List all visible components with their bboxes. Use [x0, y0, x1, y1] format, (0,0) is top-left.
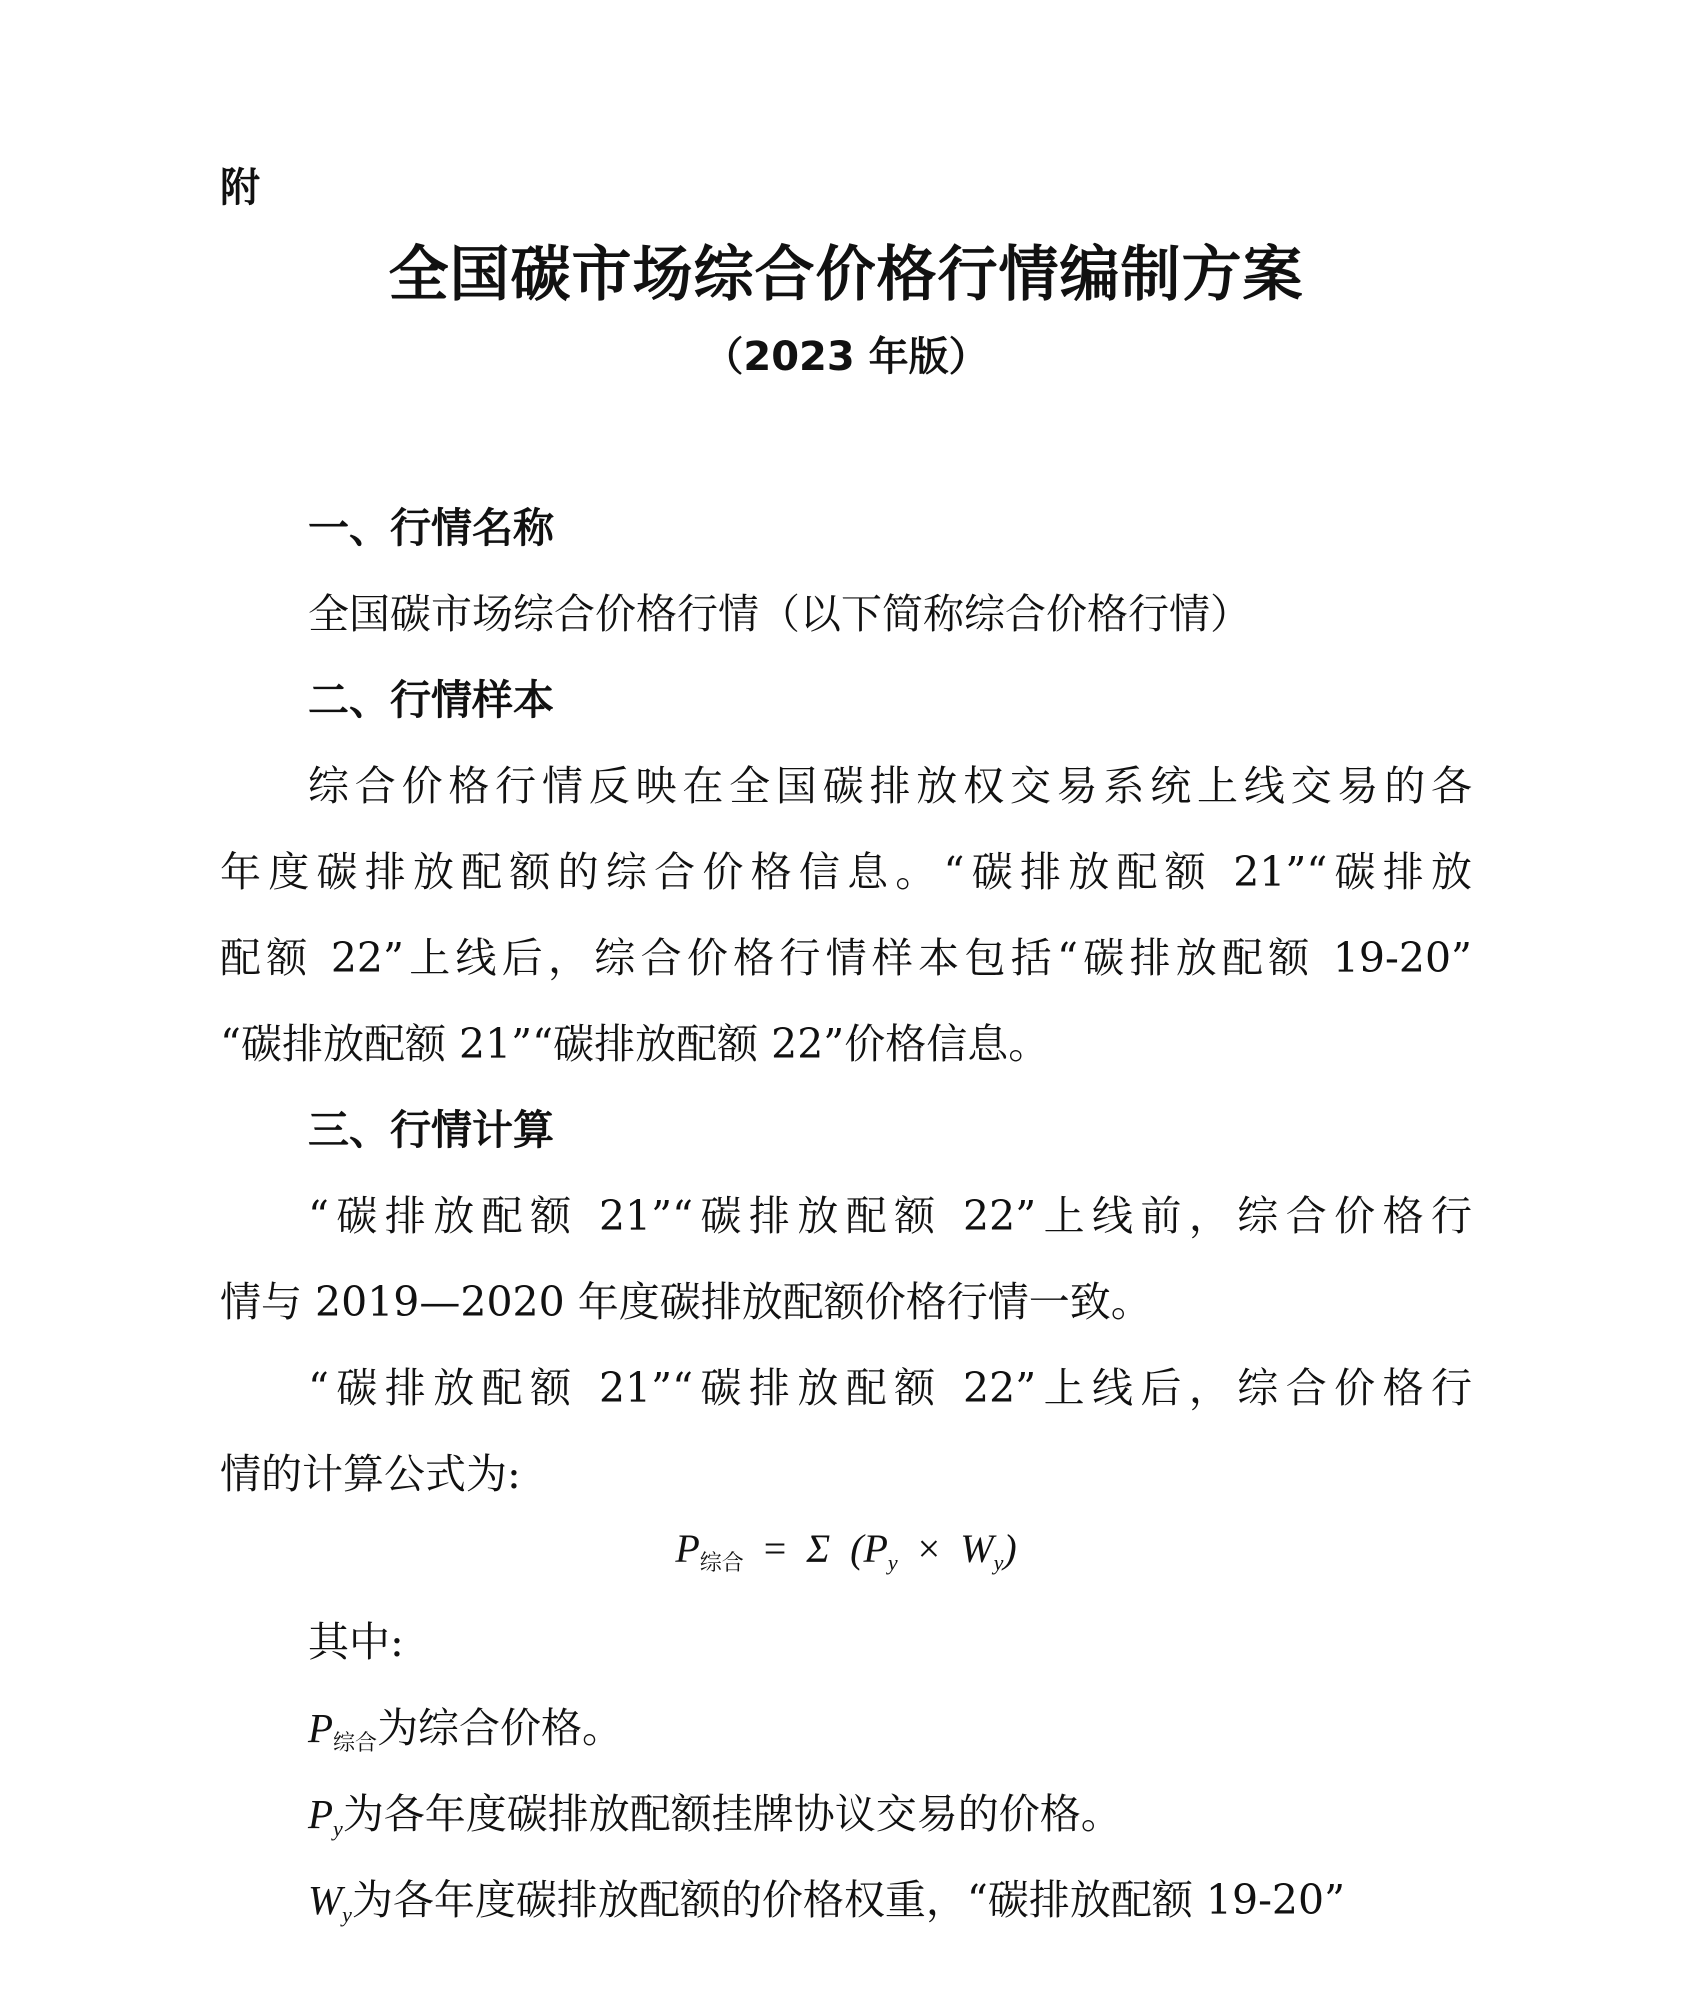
def-subscript: 综合	[333, 1730, 378, 1755]
def-subscript: y	[342, 1902, 352, 1927]
composite-price-formula	[0, 1524, 1692, 1588]
section-3-para-1-line-1: “碳排放配额 21”“碳排放配额 22”上线前，综合价格行	[308, 1192, 1472, 1240]
section-2-line-2: 年度碳排放配额的综合价格信息。“碳排放配额 21”“碳排放	[220, 848, 1472, 896]
section-1-heading: 一、行情名称	[308, 504, 554, 552]
definition-py	[308, 1789, 1122, 1854]
document-subtitle: （2023 年版）	[703, 334, 989, 380]
formula-py: P	[863, 1526, 888, 1571]
formula-p: P	[675, 1526, 700, 1571]
def-text: 为各年度碳排放配额挂牌协议交易的价格。	[342, 1790, 1122, 1838]
def-text: 为各年度碳排放配额的价格权重，“碳排放配额 19-20”	[351, 1876, 1346, 1924]
formula-wy-subscript: y	[993, 1550, 1004, 1575]
def-symbol: P	[308, 1791, 334, 1837]
def-symbol: W	[308, 1877, 343, 1923]
definition-p-composite	[308, 1703, 623, 1768]
section-1-body: 全国碳市场综合价格行情（以下简称综合价格行情）	[308, 590, 1251, 638]
def-symbol: P	[308, 1705, 334, 1751]
def-subscript: y	[333, 1816, 343, 1841]
formula-py-subscript: y	[887, 1550, 898, 1575]
formula-wy: W	[960, 1526, 994, 1571]
section-3-para-1-line-2: 情与 2019—2020 年度碳排放配额价格行情一致。	[220, 1278, 1152, 1326]
section-2-heading: 二、行情样本	[308, 676, 554, 724]
def-text: 为综合价格。	[377, 1704, 624, 1752]
section-2-line-4: “碳排放配额 21”“碳排放配额 22”价格信息。	[220, 1020, 1050, 1068]
formula-open-paren: (	[850, 1526, 864, 1571]
definition-wy	[308, 1875, 1345, 1940]
section-3-para-2-line-2: 情的计算公式为:	[220, 1450, 521, 1498]
where-label: 其中:	[308, 1618, 404, 1666]
formula-close-paren: )	[1003, 1526, 1017, 1571]
annex-label: 附	[220, 165, 260, 211]
section-3-para-2-line-1: “碳排放配额 21”“碳排放配额 22”上线后，综合价格行	[308, 1364, 1472, 1412]
formula-p-subscript: 综合	[699, 1550, 744, 1575]
section-2-line-3: 配额 22”上线后，综合价格行情样本包括“碳排放配额 19-20”	[220, 934, 1472, 982]
document-title: 全国碳市场综合价格行情编制方案	[388, 240, 1304, 310]
formula-times: ×	[917, 1526, 941, 1571]
section-2-line-1: 综合价格行情反映在全国碳排放权交易系统上线交易的各	[308, 762, 1472, 810]
formula-sigma: Σ	[806, 1526, 831, 1571]
formula-equals: =	[763, 1526, 787, 1571]
section-3-heading: 三、行情计算	[308, 1106, 554, 1154]
